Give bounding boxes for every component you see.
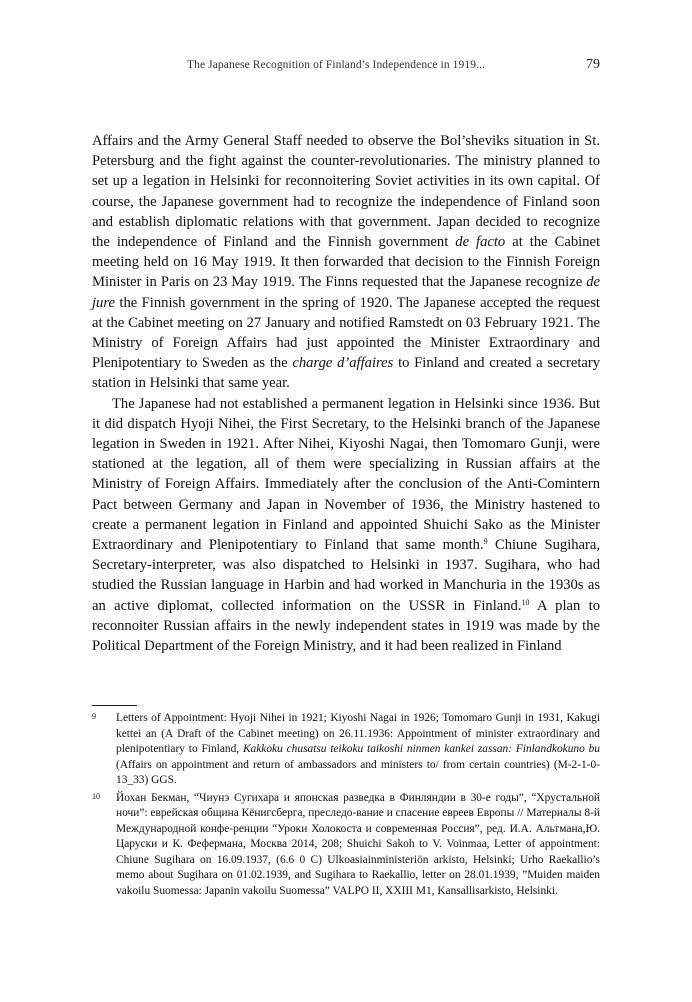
paragraph-2-text-a: The Japanese had not established a permanent legation in Helsinki since 1936. But it did dispatch Hyoji Nihei, the First Secretary, to the Helsinki branch of the Japanese legation in Sweden in 1921. After Nihei, Kiyoshi Nagai, then Tomomaro Gunji, were stationed at the legation, all of them were specializing in Russian affairs at the Ministry of Foreign Affairs. Immediately after the conclusion of the Anti-Comintern Pact between Germany and Japan in November of 1936, the Ministry hastened to create a permanent legation in Finland and appointed Shuichi Sako as the Minister Extraordinary and Plenipotentiary to Finland that same month. — [92, 395, 600, 554]
paragraph-2-text-c: A plan to reconnoiter Russian affairs in the newly independent states in 1919 was made by the Political Department of the Foreign Ministry, and it had been realized in Finland — [92, 597, 600, 655]
paragraph-1-text-c: the Finnish government in the spring of 1920. The Japanese accepted the request at the Cabinet meeting on 27 January and notified Ramstedt on 03 February 1921. The Ministry of Foreign Affairs had just appointed the Minister Extraordinary and Plenipotentiary to Sweden as the — [92, 294, 600, 372]
footnote-text — [116, 711, 600, 789]
footnote-number: 9 — [92, 712, 96, 721]
footnote-text: Йохан Бекман, “Чиунэ Сугихара и японская разведка в Финляндии в 30-е годы”, “Хрустальной ночи”: еврейская община Кёнигсберга, преследо-вание и спасение евреев Европы // Материалы 8-й Международной конфе-ренции “Уроки Холокоста и современная Россия”, ред. И.А. Альтмана,Ю. Царуски и К. Фефермана, Москва 2014, 208; Shuichi Sakoh to V. Voinmaa, Letter of appointment: Chiune Sugihara on 16.09.1937, (6.6 0 C) Ulkoasiainministeriön arkisto, Helsinki; Urho Raekallio’s memo about Sugihara on 01.02.1939, and Sugihara to Raekallio, letter on 28.01.1939, ”Muiden maiden vakoilu Suomessa: Japanin vakoilu Suomessa” VALPO II, XXIII M1, Kansallisarkisto, Helsinki. — [116, 791, 600, 897]
footnote-9 — [92, 711, 600, 789]
footnote-ref-10[interactable]: 10 — [521, 597, 530, 607]
footnote-10 — [92, 791, 600, 900]
footnote-9-text-a: Letters of Appointment: Hyoji Nihei in 1921; Kiyoshi Nagai in 1926; Tomomaro Gunji in 1931, Kakugi kettei an (A Draft of the Cabinet meeting) on 26.11.1936: Appointment of minister extraordinary and plenipotentiary to Finland, — [116, 712, 600, 755]
page-number: 79 — [586, 57, 600, 72]
paragraph-1 — [92, 131, 600, 394]
footnote-9-text-b: (Affairs on appointment and return of ambassadors and ministers to/ from certain countries) (M-2-1-0-13_33) GGS. — [116, 758, 600, 786]
footnote-number: 10 — [92, 791, 100, 801]
body-text — [92, 131, 600, 656]
paragraph-2-text-b: Chiune Sugihara, Secretary-interpreter, was also dispatched to Helsinki in 1937. Sugihara, who had studied the Russian language in Harbin and had worked in Manchuria in the 1930s as an active diplomat, collected information on the USSR in Finland. — [92, 537, 601, 614]
footnote-separator — [92, 705, 137, 706]
italic-charge-daffaires: charge d’affaires — [292, 355, 394, 372]
paragraph-1-text-b: at the Cabinet meeting held on 16 May 1919. It then forwarded that decision to the Finnish Foreign Minister in Paris on 23 May 1919. The Finns requested that the Japanese recognize — [92, 234, 601, 291]
paragraph-2 — [92, 394, 600, 657]
running-header — [92, 57, 600, 73]
footnotes — [92, 711, 600, 899]
paragraph-1-text-d: to Finland and created a secretary station in Helsinki that same year. — [92, 355, 601, 392]
running-title: The Japanese Recognition of Finland’s Independence in 1919... — [187, 59, 485, 71]
italic-de-jure: de jure — [92, 274, 600, 311]
footnote-ref-9[interactable]: 9 — [483, 537, 488, 547]
paragraph-1-text-a: Affairs and the Army General Staff needed to observe the Bol’sheviks situation in St. Petersburg and the fight against the counter-revolutionaries. The ministry planned to set up a legation in Helsinki for reconnoitering Soviet activities in its own capital. Of course, the Japanese government had to recognize the independence of Finland soon and establish diplomatic relations with that government. Japan decided to recognize the independence of Finland and the Finnish government — [92, 133, 600, 251]
italic-de-facto: de facto — [455, 234, 506, 251]
footnote-9-italic-title: Kakkoku chusatsu teikoku taikoshi ninmen kankei zassan: Finlandkokuno bu — [242, 743, 600, 755]
